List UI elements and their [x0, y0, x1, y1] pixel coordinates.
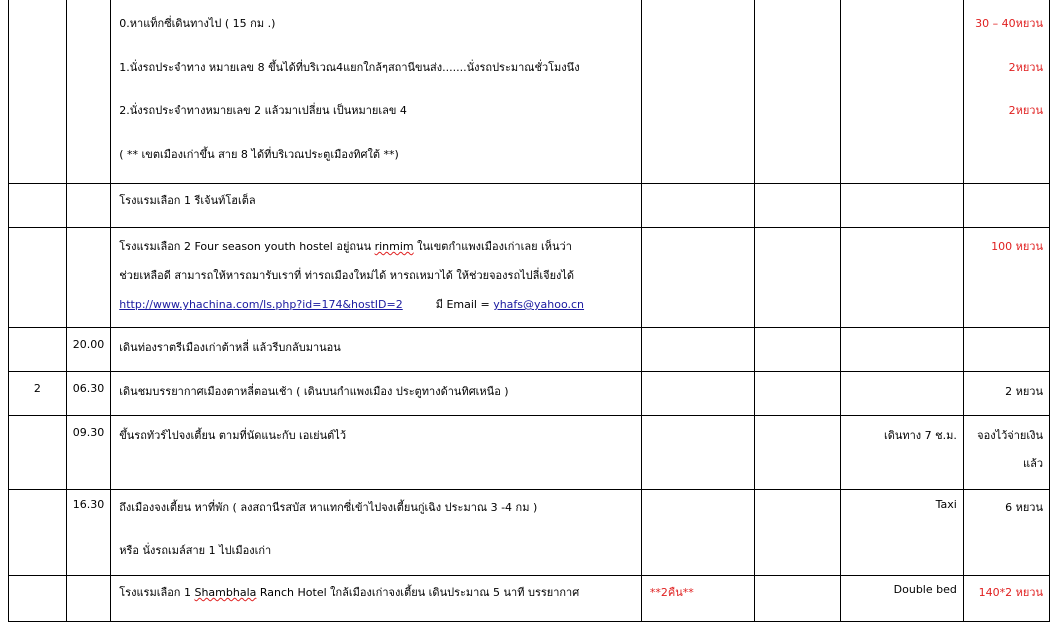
activity-line: ขึ้นรถทัวร์ไปจงเตี้ยน ตามที่นัดแนะกับ เอเย่นต์ไว้: [119, 429, 346, 442]
activity-line: โรงแรมเลือก 1 Shambhala Ranch Hotel ใกล้เมืองเก่าจงเตี้ยน เดินประมาณ 5 นาที บรรยากาศ: [119, 586, 580, 599]
activity-line: ช่วยเหลือดี สามารถให้หารถมารับเราที่ ท่ารถเมืองใหม่ได้ หารถเหมาได้ ให้ช่วยจองรถไปลี่เจียงได้: [119, 269, 575, 282]
price-text: แล้ว: [1022, 457, 1043, 470]
price-text: จองไว้จ่ายเงิน: [977, 429, 1043, 442]
activity-line: โรงแรมเลือก 2 Four season youth hostel อยู่ถนน rinmim ในเขตกำแพงเมืองเก่าเลย เห็นว่า: [119, 240, 572, 253]
day-cell: [9, 0, 67, 184]
email-link[interactable]: yhafs@yahoo.cn: [493, 298, 585, 311]
price-text: 2หยวน: [1008, 61, 1043, 74]
price-text: 100 หยวน: [991, 240, 1043, 253]
activity-cell: [111, 0, 642, 184]
hostel-link[interactable]: http://www.yhachina.com/ls.php?id=174&hostID=2: [119, 298, 403, 311]
activity-line: 0.หาแท็กซี่เดินทางไป ( 15 กม .): [119, 17, 276, 30]
transport-cell: [841, 0, 964, 184]
time-text: 06.30: [72, 382, 105, 395]
activity-line: เดินชมบรรยากาศเมืองตาหลี่ตอนเช้า ( เดินบนกำแพงเมือง ประตูทางด้านทิศเหนือ ): [119, 385, 509, 398]
email-label: มี Email =: [435, 298, 494, 311]
itinerary-table: [8, 0, 1050, 622]
activity-line: [119, 295, 584, 313]
table-row: [9, 490, 1050, 576]
activity-line: ( ** เขตเมืองเก่าขึ้น สาย 8 ได้ที่บริเวณประตูเมืองทิศใต้ **): [119, 148, 399, 161]
price-text: 2หยวน: [1008, 104, 1043, 117]
activity-line: 1.นั่งรถประจำทาง หมายเลข 8 ขึ้นได้ที่บริเวณ4แยกใกล้ๆสถานีขนส่ง.......นั่งรถประมาณชั่วโมงนึง: [119, 61, 580, 74]
price-text: 6 หยวน: [1005, 501, 1043, 514]
transport-text: เดินทาง 7 ช.ม.: [883, 429, 957, 442]
price-text: 140*2 หยวน: [978, 586, 1043, 599]
time-text: 16.30: [72, 498, 105, 511]
time-cell: [66, 0, 111, 184]
room-text: Double bed: [893, 583, 957, 596]
table-row: [9, 228, 1050, 328]
time-text: 20.00: [72, 338, 105, 351]
table-row: [9, 184, 1050, 228]
activity-line: 2.นั่งรถประจำทางหมายเลข 2 แล้วมาเปลี่ยน เป็นหมายเลข 4: [119, 104, 407, 117]
price-cell: [963, 0, 1049, 184]
price-text: 2 หยวน: [1005, 385, 1043, 398]
activity-line: หรือ นั่งรถเมล์สาย 1 ไปเมืองเก่า: [119, 544, 272, 557]
note-cell: [755, 0, 841, 184]
activity-line: เดินท่องราตรีเมืองเก่าต้าหลี่ แล้วรีบกลับมานอน: [119, 341, 341, 354]
activity-line: ถึงเมืองจงเตี้ยน หาที่พัก ( ลงสถานีรสบัส หาแทกซี่เข้าไปจงเตี้ยนกู่เฉิง ประมาณ 3 -4 กม ): [119, 501, 538, 514]
time-text: 09.30: [72, 426, 105, 439]
table-row: [9, 328, 1050, 372]
table-row: [9, 416, 1050, 490]
activity-line: โรงแรมเลือก 1 รีเจ้นท์โฮเต็ล: [119, 194, 256, 207]
day-text: 2: [33, 382, 41, 395]
price-text: 30 – 40หยวน: [975, 17, 1043, 30]
note-cell: [641, 0, 754, 184]
table-row: [9, 576, 1050, 622]
transport-text: Taxi: [935, 498, 957, 511]
table-row: [9, 372, 1050, 416]
nights-text: **2คืน**: [649, 586, 694, 599]
table-row: [9, 0, 1050, 184]
